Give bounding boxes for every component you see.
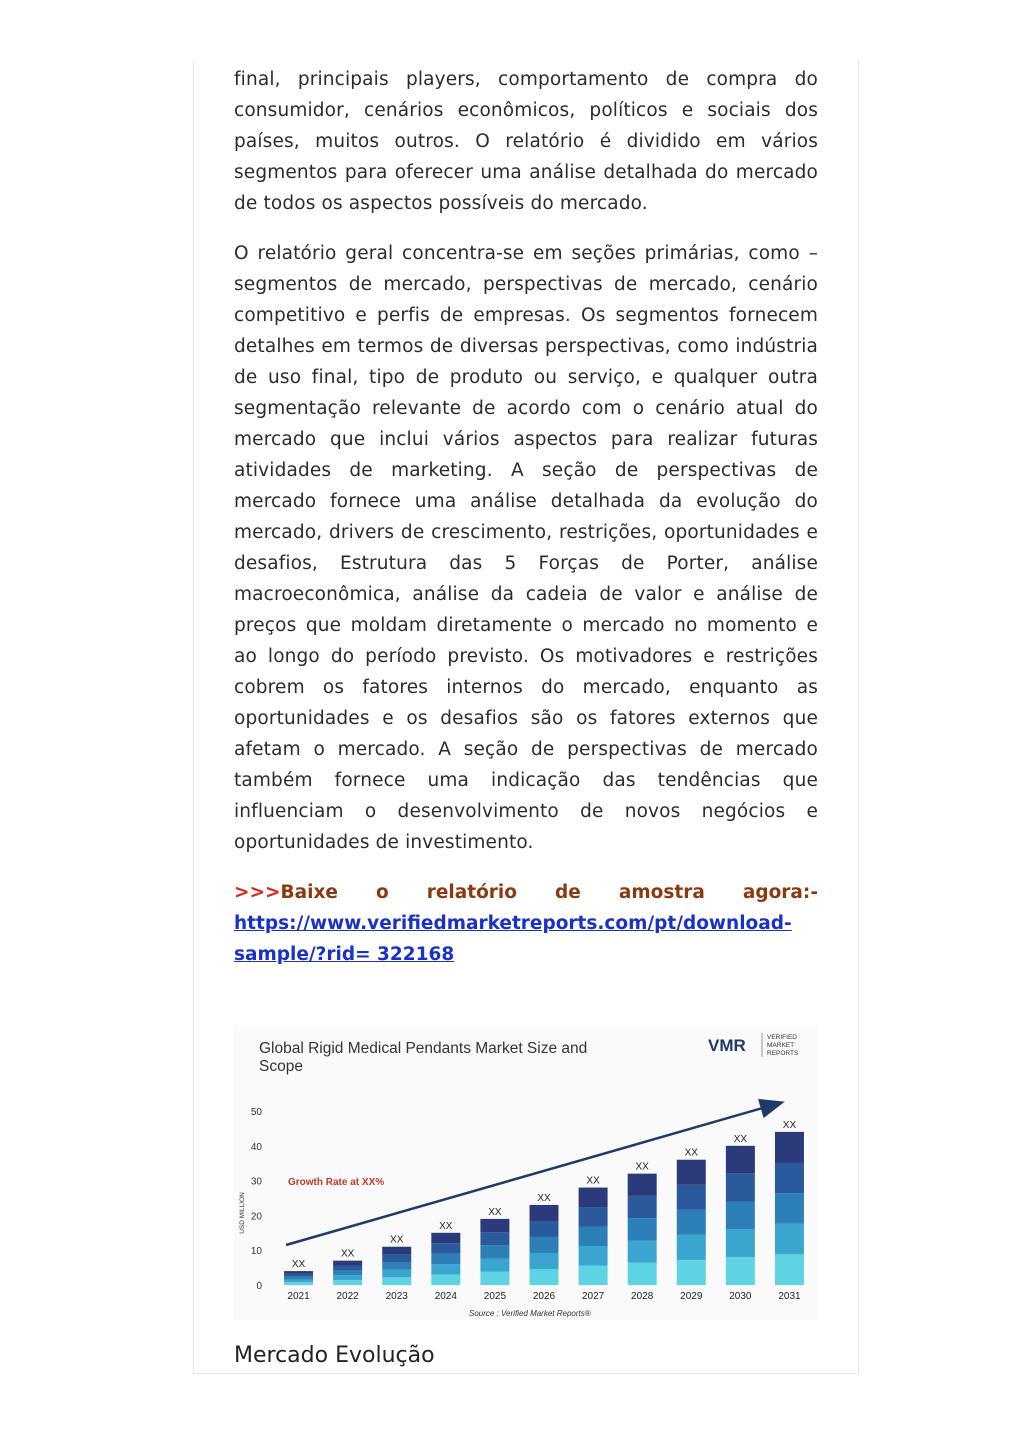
bar-segment — [775, 1132, 804, 1163]
bar-data-label: XX — [439, 1220, 453, 1232]
bar-segment — [431, 1233, 460, 1243]
bar-data-label: XX — [390, 1234, 404, 1246]
bar-segment — [775, 1193, 804, 1224]
bar-data-label: XX — [684, 1147, 698, 1159]
download-sample-link[interactable]: https://www.verifiedmarketreports.com/pt/download-sample/?rid= 322168 — [234, 913, 792, 965]
paragraph-intro: final, principais players, comportamento de compra do consumidor, cenários econômicos, políticos e sociais dos países, muitos outros. O relatório é dividido em vários segmentos para oferecer uma análise detalhada do mercado de todos os aspectos possíveis do mercado. — [234, 69, 818, 214]
bar-segment — [628, 1218, 657, 1240]
y-tick-label: 0 — [256, 1281, 262, 1292]
bar-data-label: XX — [635, 1161, 649, 1173]
x-tick-label: 2024 — [434, 1291, 457, 1302]
bar-segment — [333, 1280, 362, 1285]
bar-segment — [775, 1254, 804, 1285]
bar-segment — [579, 1207, 608, 1226]
logo-caption-3: REPORTS — [767, 1050, 799, 1057]
logo-caption-2: MARKET — [767, 1042, 795, 1049]
bar-segment — [284, 1271, 313, 1274]
bar-segment — [480, 1219, 509, 1232]
y-tick-label: 20 — [250, 1211, 262, 1223]
y-tick-label: 40 — [250, 1141, 262, 1153]
section-heading: Mercado Evolução — [234, 1343, 435, 1368]
bar-segment — [579, 1266, 608, 1285]
bar-segment — [284, 1274, 313, 1277]
paragraph-overview: O relatório geral concentra-se em seções primárias, como – segmentos de mercado, perspectivas de mercado, cenário competitivo e perfis de empresas. Os segmentos fornecem detalhes em termos de diversas perspectivas, como indústria de uso final, tipo de produto ou serviço, e qualquer outra segmentação relevante de acordo com o cenário atual do mercado que inclui vários aspectos para realizar futuras atividades de marketing. A seção de perspectivas de mercado fornece uma análise detalhada da evolução do mercado, drivers de crescimento, restrições, oportunidades e desafios, Estrutura das 5 Forças de Porter, análise macroeconômica, análise da cadeia de valor e análise de preços que moldam diretamente o mercado no momento e ao longo do período previsto. Os motivadores e restrições cobrem os fatores internos do mercado, enquanto as oportunidades e os desafios são os fatores externos que afetam o mercado. A seção de perspectivas de mercado também fornece uma indicação das tendências que influenciam o desenvolvimento de novos negócios e oportunidades de investimento. — [234, 243, 818, 853]
bar-segment — [726, 1146, 755, 1174]
article-body — [234, 64, 818, 970]
bar-segment — [284, 1279, 313, 1282]
bar-segment — [726, 1229, 755, 1257]
x-tick-label: 2028 — [631, 1291, 654, 1302]
logo-caption-1: VERIFIED — [767, 1034, 797, 1041]
bar-segment — [677, 1185, 706, 1210]
bar-segment — [530, 1205, 559, 1221]
bar-segment — [726, 1174, 755, 1202]
growth-rate-annotation: Growth Rate at XX% — [288, 1177, 385, 1188]
bar-segment — [579, 1227, 608, 1246]
x-tick-label: 2027 — [581, 1291, 605, 1302]
bar-segment — [480, 1272, 509, 1285]
cta-label-text: Baixe o relatório de amostra agora:- — [280, 882, 818, 903]
bar-segment — [480, 1232, 509, 1245]
bar-segment — [431, 1243, 460, 1253]
x-tick-label: 2025 — [483, 1291, 507, 1302]
y-tick-label: 30 — [250, 1176, 262, 1188]
bar-data-label: XX — [733, 1133, 748, 1145]
bar-segment — [677, 1260, 706, 1285]
x-tick-label: 2023 — [385, 1291, 408, 1302]
bar-segment — [628, 1240, 657, 1262]
bar-segment — [726, 1201, 755, 1229]
y-axis-label: USD MILLION — [239, 1192, 246, 1234]
bar-segment — [628, 1263, 657, 1285]
chart-source: Source : Verified Market Reports® — [469, 1309, 591, 1318]
bar-segment — [480, 1245, 509, 1258]
bar-segment — [382, 1247, 411, 1255]
bar-segment — [333, 1261, 362, 1266]
bar-segment — [284, 1282, 313, 1285]
bar-data-label: XX — [291, 1259, 306, 1271]
bar-segment — [284, 1277, 313, 1280]
bar-segment — [530, 1269, 559, 1285]
bar-segment — [382, 1254, 411, 1262]
bar-segment — [333, 1270, 362, 1275]
x-tick-label: 2022 — [336, 1291, 359, 1302]
bar-segment — [382, 1262, 411, 1270]
bar-segment — [382, 1270, 411, 1278]
bar-data-label: XX — [782, 1119, 797, 1131]
bar-segment — [431, 1264, 460, 1274]
bar-segment — [775, 1163, 804, 1194]
cta-arrows: >>> — [234, 882, 281, 903]
bar-data-label: XX — [488, 1206, 502, 1218]
bar-segment — [579, 1246, 608, 1265]
chart-title: Global Rigid Medical Pendants Market Size and Scope — [259, 1040, 588, 1075]
download-cta — [234, 877, 818, 970]
bar-segment — [333, 1275, 362, 1280]
x-tick-label: 2021 — [287, 1291, 310, 1302]
bar-segment — [333, 1266, 362, 1271]
chart-svg — [234, 1025, 818, 1320]
y-tick-label: 10 — [250, 1246, 262, 1258]
bar-segment — [628, 1196, 657, 1218]
y-tick-label: 50 — [250, 1107, 262, 1118]
bar-segment — [480, 1259, 509, 1272]
bar-data-label: XX — [340, 1248, 355, 1260]
bar-segment — [677, 1160, 706, 1185]
bar-segment — [431, 1275, 460, 1285]
bar-segment — [382, 1277, 411, 1285]
x-tick-label: 2030 — [729, 1291, 752, 1302]
cta-label — [234, 882, 818, 903]
bar-segment — [628, 1174, 657, 1196]
x-tick-label: 2031 — [778, 1291, 801, 1302]
vmr-logo — [708, 1033, 799, 1057]
bar-data-label: XX — [537, 1192, 551, 1204]
logo-text: VMR — [708, 1036, 746, 1055]
bar-segment — [677, 1210, 706, 1235]
market-chart — [234, 1025, 818, 1320]
bar-segment — [775, 1224, 804, 1255]
bar-segment — [726, 1257, 755, 1285]
x-tick-label: 2026 — [532, 1291, 556, 1302]
bar-segment — [677, 1235, 706, 1260]
bar-data-label: XX — [586, 1175, 600, 1187]
x-tick-label: 2029 — [680, 1291, 703, 1302]
bar-segment — [579, 1188, 608, 1207]
bar-segment — [530, 1253, 559, 1269]
bar-segment — [431, 1254, 460, 1264]
bar-segment — [530, 1221, 559, 1237]
bar-segment — [530, 1237, 559, 1253]
